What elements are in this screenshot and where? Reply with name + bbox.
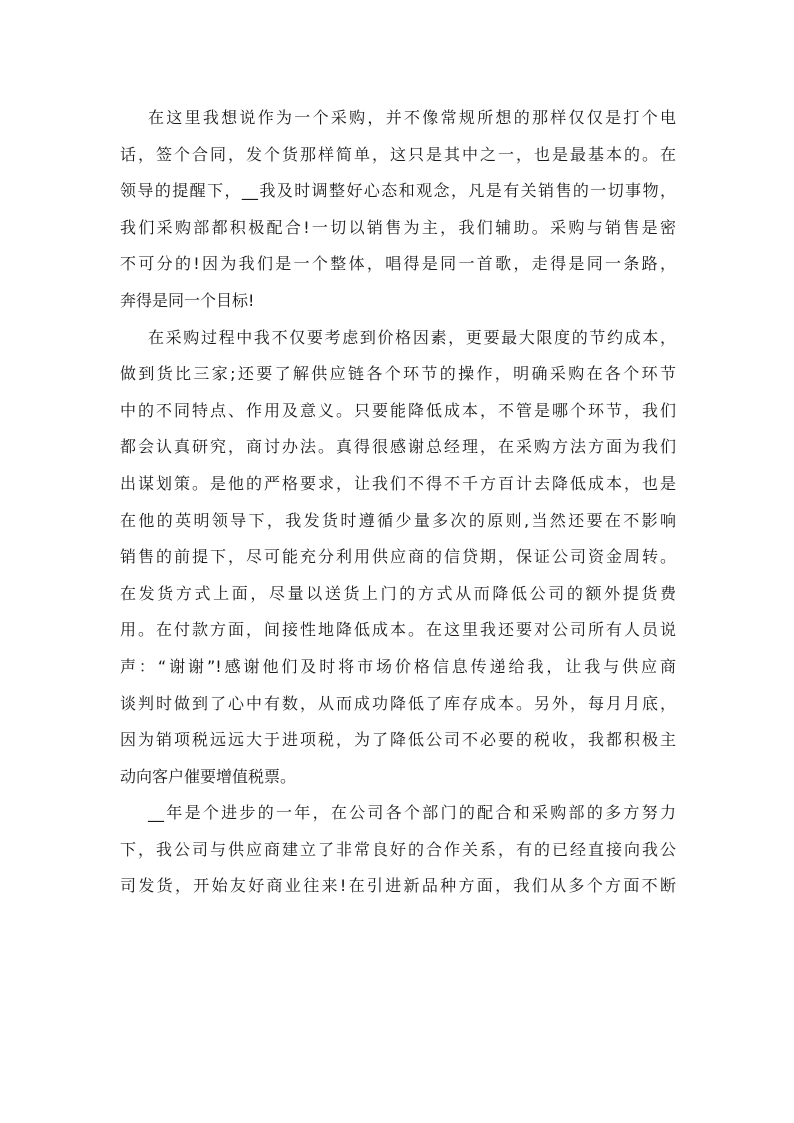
text-line: 做到货比三家;还要了解供应链各个环节的操作，明确采购在各个环节 (120, 364, 676, 384)
text-line: __年是个进步的一年，在公司各个部门的配合和采购部的多方努力 (148, 803, 676, 823)
text-line: 在发货方式上面，尽量以送货上门的方式从而降低公司的额外提货费 (120, 583, 676, 603)
text-line: 都会认真研究，商讨办法。真得很感谢总经理，在采购方法方面为我们 (120, 437, 676, 457)
text-line: 出谋划策。是他的严格要求，让我们不得不千方百计去降低成本，也是 (120, 473, 676, 493)
paragraph-1 (120, 100, 676, 320)
text-line: 司发货，开始友好商业往来!在引进新品种方面，我们从多个方面不断 (120, 876, 676, 896)
text-line: 在他的英明领导下，我发货时遵循少量多次的原则,当然还要在不影响 (120, 510, 676, 530)
document-body (120, 100, 676, 905)
paragraph-2 (120, 320, 676, 796)
text-line: 销售的前提下，尽可能充分利用供应商的信贷期，保证公司资金周转。 (120, 547, 676, 567)
text-line: 谈判时做到了心中有数，从而成功降低了库存成本。另外，每月月底， (120, 693, 676, 713)
text-line: 用。在付款方面，间接性地降低成本。在这里我还要对公司所有人员说 (120, 620, 676, 640)
text-line: 奔得是同一个目标! (120, 290, 255, 310)
text-line: 不可分的!因为我们是一个整体，唱得是同一首歌，走得是同一条路， (120, 254, 676, 274)
text-line: 话，签个合同，发个货那样简单，这只是其中之一，也是最基本的。在 (120, 144, 676, 164)
text-line: 动向客户催要增值税票。 (120, 766, 297, 786)
paragraph-3 (120, 795, 676, 905)
text-line: 在这里我想说作为一个采购，并不像常规所想的那样仅仅是打个电 (148, 108, 676, 127)
text-line: 我们采购部都积极配合!一切以销售为主，我们辅助。采购与销售是密 (120, 217, 676, 237)
text-line: 领导的提醒下，__我及时调整好心态和观念，凡是有关销售的一切事物， (120, 181, 676, 201)
text-line: 下，我公司与供应商建立了非常良好的合作关系，有的已经直接向我公 (120, 839, 676, 859)
text-line: 因为销项税远远大于进项税，为了降低公司不必要的税收，我都积极主 (120, 730, 676, 750)
text-line: 在采购过程中我不仅要考虑到价格因素，更要最大限度的节约成本， (148, 327, 676, 347)
text-line: 声：“谢谢”!感谢他们及时将市场价格信息传递给我，让我与供应商 (120, 656, 676, 676)
text-line: 中的不同特点、作用及意义。只要能降低成本，不管是哪个环节，我们 (120, 400, 676, 420)
